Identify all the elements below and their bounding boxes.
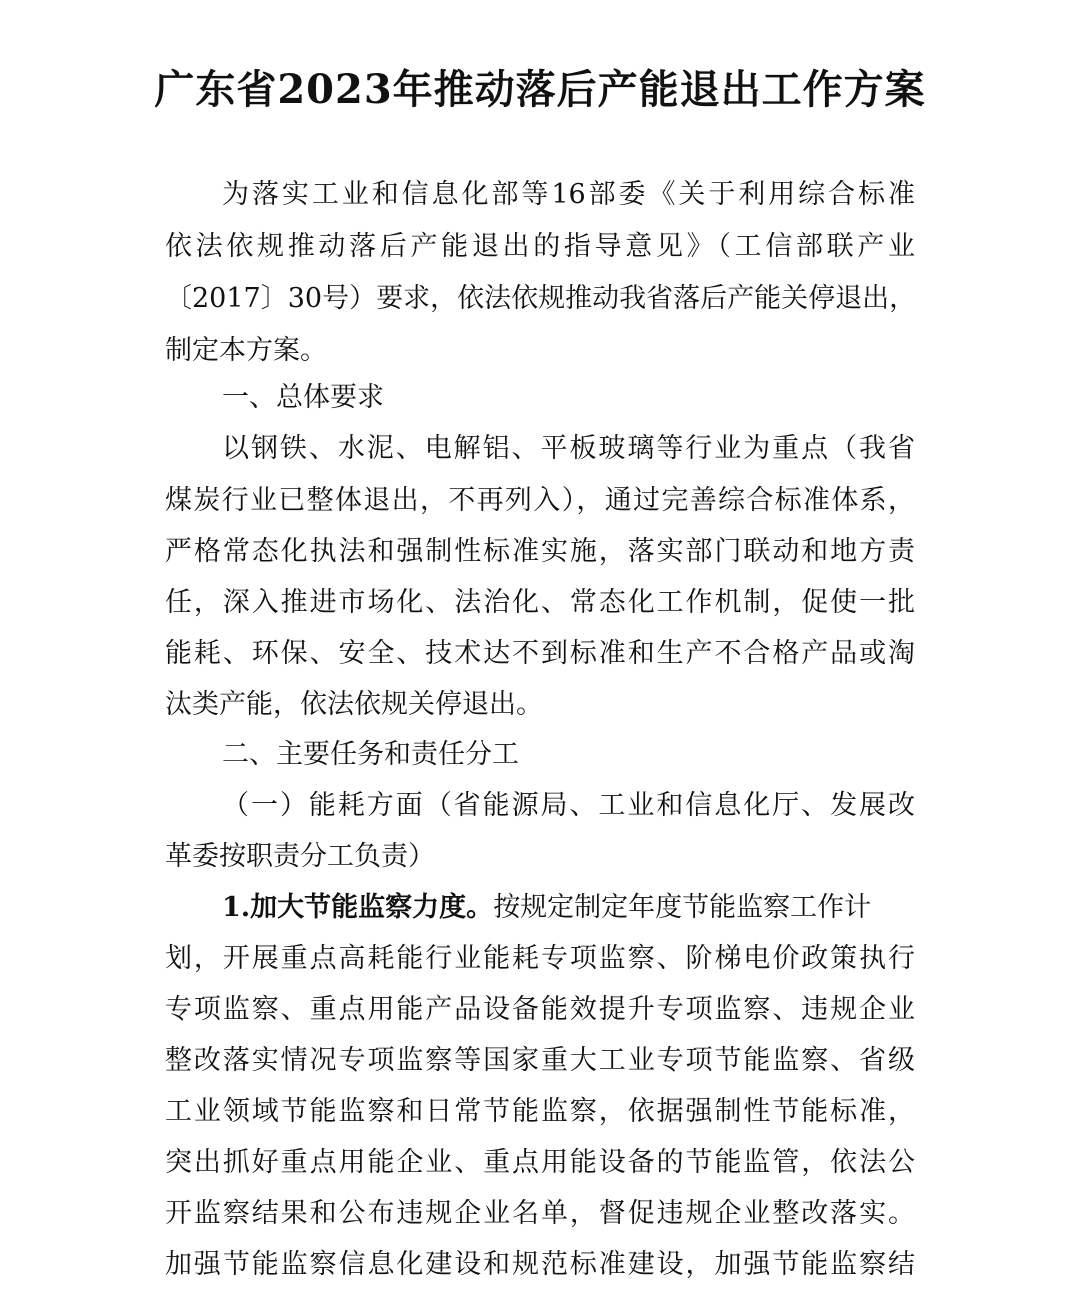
paragraph-line: 加强节能监察信息化建设和规范标准建设，加强节能监察结: [165, 1249, 915, 1280]
paragraph-line: 煤炭行业已整体退出，不再列入），通过完善综合标准体系，: [165, 485, 915, 516]
section-heading: 二、主要任务和责任分工: [222, 739, 519, 770]
paragraph-line: 制定本方案。: [165, 335, 327, 366]
paragraph-line: 严格常态化执法和强制性标准实施，落实部门联动和地方责: [165, 536, 915, 567]
paragraph-line: 依法依规推动落后产能退出的指导意见》（工信部联产业: [165, 231, 915, 262]
paragraph-line: 汰类产能，依法依规关停退出。: [165, 689, 543, 720]
paragraph-line: 〔2017〕30号）要求，依法依规推动我省落后产能关停退出，: [165, 283, 917, 314]
paragraph-line: 能耗、环保、安全、技术达不到标准和生产不合格产品或淘: [165, 638, 915, 669]
item-heading-line: [222, 888, 871, 928]
item-title: 1.加大节能监察力度。: [222, 892, 494, 923]
subsection-heading: 革委按职责分工负责）: [165, 841, 435, 872]
paragraph-line: 划，开展重点高耗能行业能耗专项监察、阶梯电价政策执行: [165, 943, 915, 974]
item-text: 按规定制定年度节能监察工作计: [493, 892, 872, 923]
paragraph-line: 开监察结果和公布违规企业名单，督促违规企业整改落实。: [165, 1198, 915, 1229]
document-title: 广东省2023年推动落后产能退出工作方案: [154, 66, 926, 113]
subsection-heading: （一）能耗方面（省能源局、工业和信息化厅、发展改: [222, 790, 915, 821]
paragraph-line: 突出抓好重点用能企业、重点用能设备的节能监管，依法公: [165, 1147, 915, 1178]
paragraph-line: 整改落实情况专项监察等国家重大工业专项节能监察、省级: [165, 1045, 915, 1076]
paragraph-line: 专项监察、重点用能产品设备能效提升专项监察、违规企业: [165, 994, 915, 1025]
paragraph-line: 以钢铁、水泥、电解铝、平板玻璃等行业为重点（我省: [222, 433, 915, 464]
paragraph-line: 工业领域节能监察和日常节能监察，依据强制性节能标准，: [165, 1096, 915, 1127]
paragraph-line: 为落实工业和信息化部等16部委《关于利用综合标准: [222, 179, 915, 210]
paragraph-line: 任，深入推进市场化、法治化、常态化工作机制，促使一批: [165, 587, 915, 618]
section-heading: 一、总体要求: [222, 382, 384, 413]
